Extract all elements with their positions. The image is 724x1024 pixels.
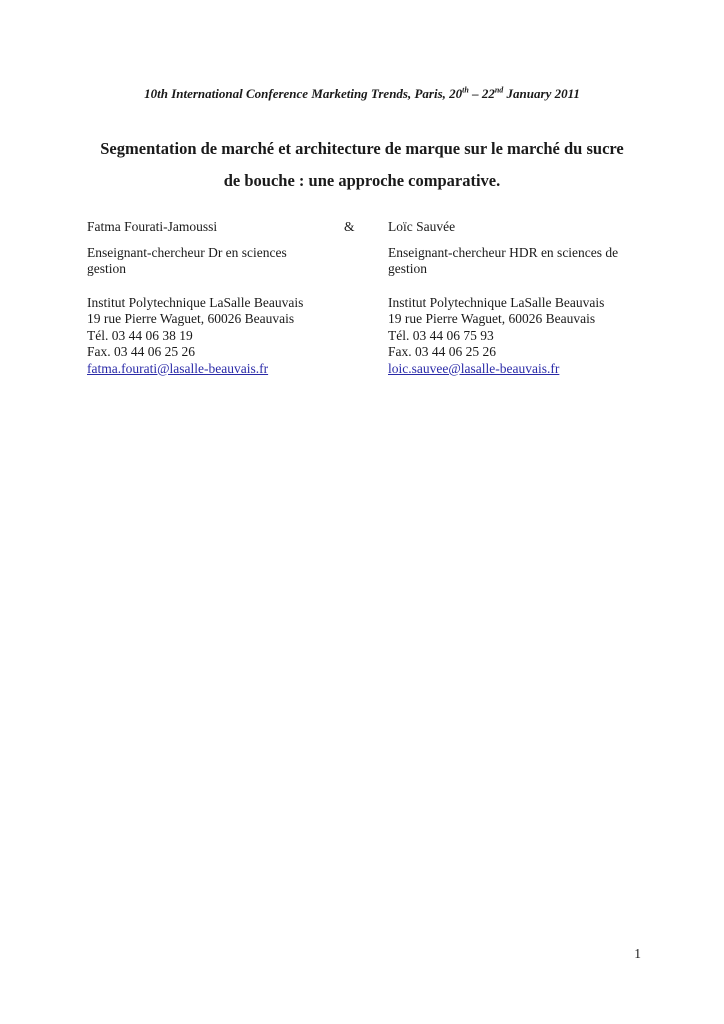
conference-prefix: 10th International Conference Marketing Trends, Paris, 20 bbox=[144, 86, 463, 101]
conference-suffix: January 2011 bbox=[503, 86, 580, 101]
author-block-2 bbox=[388, 219, 648, 377]
date-dash: – 22 bbox=[468, 86, 495, 101]
author-role bbox=[87, 245, 327, 278]
author-address: 19 rue Pierre Waguet, 60026 Beauvais bbox=[87, 311, 295, 326]
author-tel: Tél. 03 44 06 75 93 bbox=[388, 327, 494, 343]
author-contact bbox=[388, 295, 648, 378]
author-role-line-2: gestion bbox=[87, 261, 126, 276]
paper-title bbox=[80, 133, 644, 197]
author-name: Fatma Fourati-Jamoussi bbox=[87, 219, 218, 234]
author-role-line-2: gestion bbox=[388, 261, 427, 276]
author-role-line-1: Enseignant-chercheur Dr en sciences bbox=[87, 244, 287, 260]
author-contact bbox=[87, 295, 327, 378]
author-address: 19 rue Pierre Waguet, 60026 Beauvais bbox=[388, 311, 596, 326]
author-fax: Fax. 03 44 06 25 26 bbox=[388, 344, 496, 359]
author-role-line-1: Enseignant-chercheur HDR en sciences de bbox=[388, 244, 619, 260]
superscript-start: th bbox=[462, 85, 469, 95]
author-tel: Tél. 03 44 06 38 19 bbox=[87, 327, 193, 343]
author-institution: Institut Polytechnique LaSalle Beauvais bbox=[87, 294, 304, 310]
author-separator: & bbox=[344, 219, 355, 234]
author-role bbox=[388, 245, 648, 278]
superscript-end: nd bbox=[494, 85, 504, 95]
author-name: Loïc Sauvée bbox=[388, 219, 456, 234]
author-block-1 bbox=[87, 219, 327, 377]
paper-title-line-2: de bouche : une approche comparative. bbox=[223, 171, 501, 190]
author-institution: Institut Polytechnique LaSalle Beauvais bbox=[388, 294, 605, 310]
page-number: 1 bbox=[634, 946, 641, 961]
author-email-link[interactable]: loic.sauvee@lasalle-beauvais.fr bbox=[388, 360, 560, 376]
author-email-link[interactable]: fatma.fourati@lasalle-beauvais.fr bbox=[87, 360, 269, 376]
conference-header bbox=[0, 85, 724, 103]
author-fax: Fax. 03 44 06 25 26 bbox=[87, 344, 195, 359]
paper-title-line-1: Segmentation de marché et architecture de marque sur le marché du sucre bbox=[100, 139, 624, 158]
